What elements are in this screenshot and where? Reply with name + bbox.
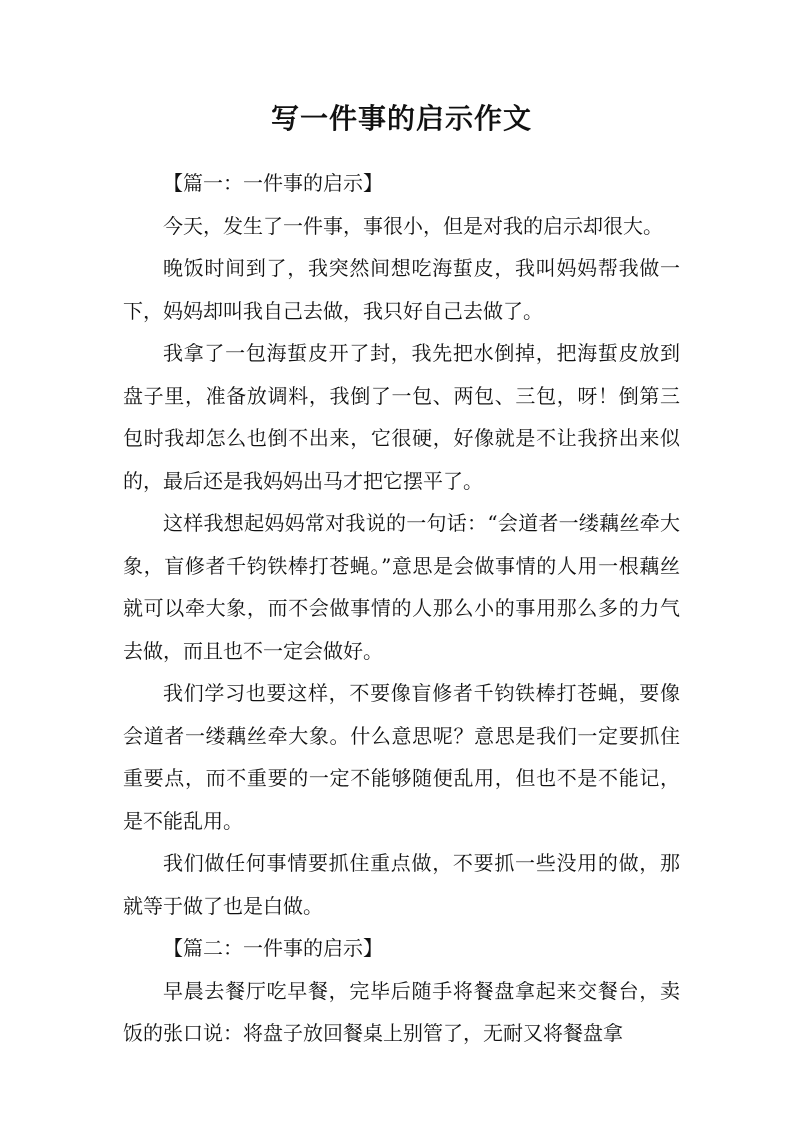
paragraph: 今天，发生了一件事，事很小，但是对我的启示却很大。 (163, 213, 663, 238)
section-heading: 【篇一：一件事的启示】 (163, 171, 383, 195)
section-heading: 【篇二：一件事的启示】 (163, 936, 383, 960)
paragraph: 我们做任何事情要抓住重点做，不要抓一些没用的做，那就等于做了也是白做。 (123, 851, 680, 918)
paragraph: 晚饭时间到了，我突然间想吃海蜇皮，我叫妈妈帮我做一下，妈妈却叫我自己去做，我只好自己去做了。 (123, 256, 680, 323)
paragraph: 早晨去餐厅吃早餐，完毕后随手将餐盘拿起来交餐台，卖饭的张口说：将盘子放回餐桌上别管了，无耐又将餐盘拿 (123, 978, 680, 1045)
paragraph: 我们学习也要这样，不要像盲修者千钧铁棒打苍蝇，要像会道者一缕藕丝牵大象。什么意思呢？意思是我们一定要抓住重要点，而不重要的一定不能够随便乱用，但也不是不能记，是不能乱用。 (123, 681, 680, 833)
document-title: 写一件事的启示作文 (270, 102, 532, 135)
document-body (123, 96, 680, 1055)
paragraph: 这样我想起妈妈常对我说的一句话：“会道者一缕藕丝牵大象，盲修者千钧铁棒打苍蝇。”意思是会做事情的人用一根藕丝就可以牵大象，而不会做事情的人那么小的事用那么多的力气去做，而且也不一定会做好。 (123, 511, 680, 663)
paragraph: 我拿了一包海蜇皮开了封，我先把水倒掉，把海蜇皮放到盘子里，准备放调料，我倒了一包、两包、三包，呀！倒第三包时我却怎么也倒不出来，它很硬，好像就是不让我挤出来似的，最后还是我妈妈出马才把它摆平了。 (123, 341, 680, 493)
